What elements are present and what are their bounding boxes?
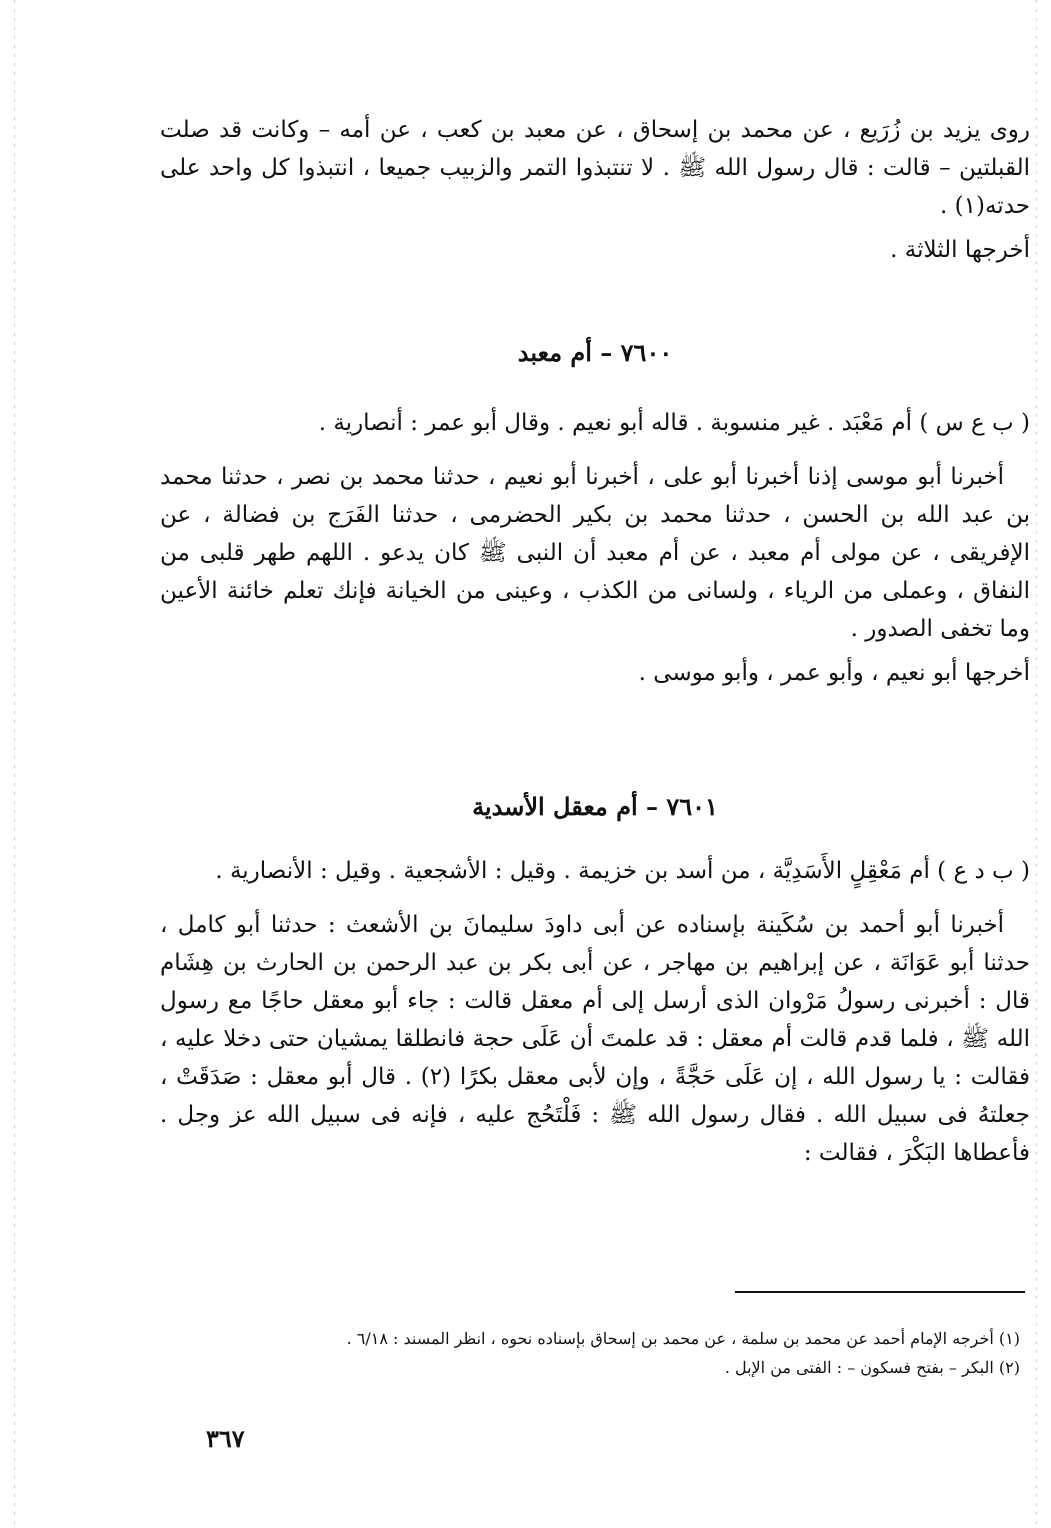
footnote-2: (٢) البكر – بفتح فسكون – : الفتى من الإبل . — [724, 1358, 1020, 1377]
scan-edge-left — [14, 0, 15, 1528]
entry-7601-paragraph: أخبرنا أبو أحمد بن سُكَينة بإسناده عن أبى داودَ سليمانَ بن الأشعث : حدثنا أبو كامل ، حدثنا أبو عَوَانَة ، عن إبراهيم بن مهاجر ، عن أبى بكر بن عبد الرحمن بن الحارث بن هِشَام قال : أخبرنى رسولُ مَرْوان الذى أرسل إلى أم معقل قالت : جاء أبو معقل حاجًا مع رسول الله ﷺ ، فلما قدم قالت أم معقل : قد علمتَ أن عَلَى حجة فانطلقا يمشيان حتى دخلا عليه ، فقالت : يا رسول الله ، إن عَلَى حَجَّةً ، وإن لأبى معقل بكرًا (٢) . قال أبو معقل : صَدَقَتْ ، جعلتهُ فى سبيل الله . فقال رسول الله ﷺ : فَلْتَحُج عليه ، فإنه فى سبيل الله عز وجل . فأعطاها البَكْرَ ، فقالت : — [160, 912, 1030, 1166]
entry-7601 — [160, 852, 1030, 1172]
entry-7600-heading: ٧٦٠٠ – أم معبد — [517, 338, 673, 367]
footnotes — [320, 1324, 1020, 1382]
page-number: ٣٦٧ — [206, 1424, 245, 1453]
footnote-1: (١) أخرجه الإمام أحمد عن محمد بن سلمة ، عن محمد بن إسحاق بإسناده نحوه ، انظر المسند : ٦/١٨ . — [346, 1329, 1020, 1348]
entry-7600-attribution: أخرجها أبو نعيم ، وأبو عمر ، وأبو موسى . — [638, 660, 1030, 686]
scan-edge-right — [1036, 0, 1037, 1528]
previous-entry — [160, 111, 1030, 269]
footnote-separator — [735, 1291, 1025, 1293]
previous-entry-paragraph: روى يزيد بن زُرَيع ، عن محمد بن إسحاق ، عن معبد بن كعب ، عن أمه – وكانت قد صلت القبلتين – قالت : قال رسول الله ﷺ . لا تنتبذوا التمر والزبيب جميعا ، انتبذوا كل واحد على حدته(١) . — [160, 117, 1030, 219]
entry-7600-paragraph: أخبرنا أبو موسى إذنا أخبرنا أبو على ، أخبرنا أبو نعيم ، حدثنا محمد بن نصر ، حدثنا محمد بن عبد الله بن الحسن ، حدثنا محمد بن بكير الحضرمى ، حدثنا الفَرَج بن فضالة ، عن الإفريقى ، عن مولى أم معبد ، عن أم معبد أن النبى ﷺ كان يدعو . اللهم طهر قلبى من النفاق ، وعملى من الرياء ، ولسانى من الكذب ، وعينى من الخيانة فإنك تعلم خائنة الأعين وما تخفى الصدور . — [160, 464, 1030, 642]
previous-entry-attribution: أخرجها الثلاثة . — [890, 237, 1030, 263]
entry-7601-intro: ( ب د ع ) أم مَعْقِلٍ الأَسَدِيَّة ، من أسد بن خزيمة . وقيل : الأشجعية . وقيل : الأنصارية . — [215, 858, 1030, 884]
entry-7601-heading: ٧٦٠١ – أم معقل الأسدية — [472, 792, 718, 821]
entry-7600 — [160, 404, 1030, 692]
entry-7600-intro: ( ب ع س ) أم مَعْبَد . غير منسوبة . قاله أبو نعيم . وقال أبو عمر : أنصارية . — [318, 410, 1030, 436]
